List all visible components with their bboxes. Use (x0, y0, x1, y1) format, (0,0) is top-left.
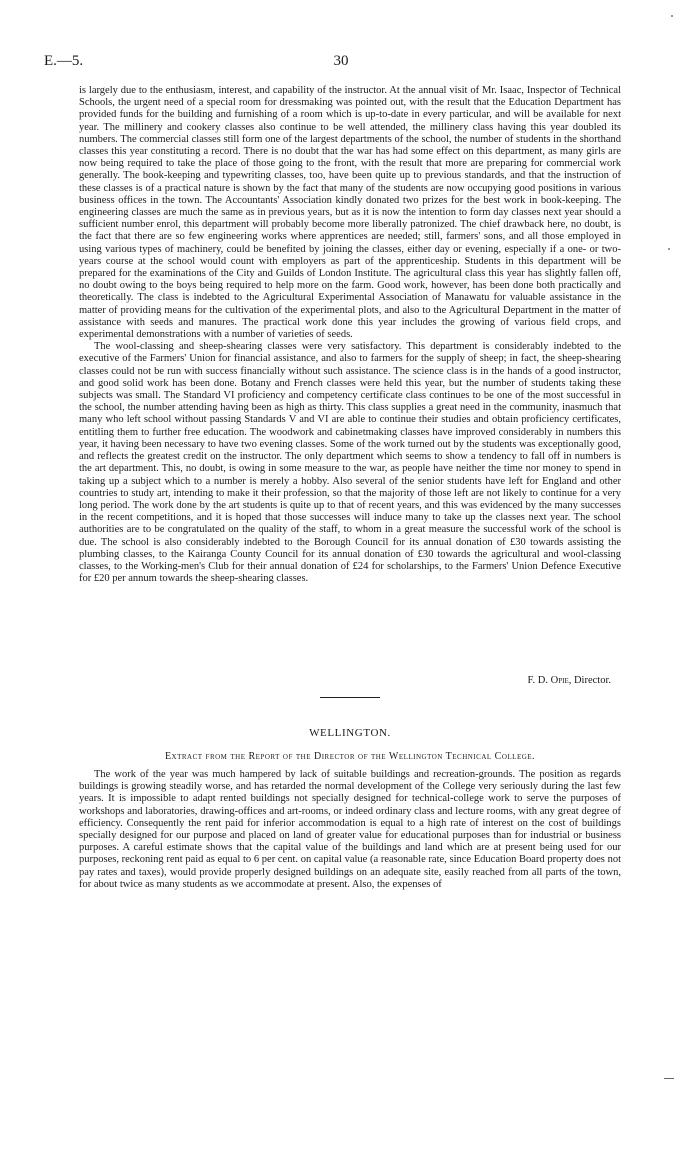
paragraph: is largely due to the enthusiasm, interest, and capability of the instructor. At the annual visit of Mr. Isaac, Inspector of Technical Schools, the urgent need of a special room for dressmaking was pointed out, with the result that the Education Department has provided funds for the building and furnishing of a room which is up-to-date in every particular, and will be available for next year. The millinery and cookery classes also continue to be well attended, the millinery class having this year doubled its numbers. The commercial classes still form one of the largest departments of the school, the number of students in the shorthand classes this year constituting a record. There is no doubt that the war has had some effect on this department, as many girls are now being required to take the place of those going to the front, with the result that more are preparing for commercial work generally. The book-keeping and typewriting classes, too, have been quite up to previous standards, and that the instruction of these classes is of a practical nature is shown by the fact that many of the students are now occupying good positions in various business offices in the town. The Accountants' Association kindly donated two prizes for the best work in book-keeping. The engineering classes are much the same as in previous years, but as it is now the intention to form day classes next year should a sufficient number enrol, this department will probably become more liberally patronized. The chief drawback here, no doubt, is the fact that there are so few engineering works where apprentices are needed; still, farmers' sons, and all those employed in using various types of machinery, could be benefited by joining the classes, either day or evening, especially if a one- or two-years course at the school would count with employers as part of the apprenticeship. Students in this department will be prepared for the examinations of the City and Guilds of London Institute. The agricultural class this year has slightly fallen off, no doubt owing to the boys being required to help more on the farm. Good work, however, has been done both practically and theoretically. The class is indebted to the Agricultural Experimental Association of Manawatu for valuable assistance in the matter of providing means for the cultivation of the experimental plots, and also to the Agricultural Department in the matter of assistance with seeds and manures. The practical work done this year includes the growing of various field crops, and experimental demonstrations with a number of varieties of seeds. (79, 85, 621, 341)
signature (528, 675, 611, 686)
margin-mark (664, 1078, 674, 1079)
signature-title: , Director. (568, 675, 611, 686)
paragraph: The work of the year was much hampered by lack of suitable buildings and recreation-grounds. The position as regards buildings is growing steadily worse, and has retarded the normal development of the College very seriously during the last few years. It is impossible to adapt rented buildings not specially designed for technical-college work to serve the purposes of workshops and laboratories, drawing-offices and art-rooms, or indeed ordinary class and lecture rooms, with any great degree of efficiency. Consequently the rent paid for inferior accommodation is equal to a high rate of interest on the cost of buildings specially designed for our purpose and placed on land of greater value for educational purposes than for industrial or business purposes. A careful estimate shows that the capital value of the buildings and land which are at present being used for our purposes, reckoning rent paid as equal to 6 per cent. on capital value (a reasonable rate, since Education Board property does not pay rates and taxes), would provide properly designed buildings on an adequate site, easily reached from all parts of the town, for about twice as many students as we accommodate at present. Also, the expenses of (79, 769, 621, 890)
section-subtitle: Extract from the Report of the Director of the Wellington Technical College. (164, 751, 536, 762)
section-divider (320, 697, 380, 698)
margin-speck (671, 15, 673, 17)
wellington-report-text (79, 769, 621, 891)
report-reference: E.—5. (44, 53, 84, 69)
page-number: 30 (333, 53, 349, 69)
section-title: WELLINGTON. (309, 727, 391, 739)
margin-speck (668, 248, 670, 250)
signature-initials: F. D. O (527, 675, 559, 686)
page-header (44, 53, 638, 73)
paragraph: The wool-classing and sheep-shearing classes were very satisfactory. This department is considerably indebted to the executive of the Farmers' Union for financial assistance, and also to farmers for the supply of sheep; in fact, the sheep-shearing classes could not be run with success financially without such assistance. The science class is in the hands of a good instructor, and good solid work has been done. Botany and French classes were held this year, but the number of students taking these subjects was small. The Standard VI proficiency and competency certificate class continues to be one of the most successful in the school, the number attending having been as high as thirty. This class supplies a great need in the community, inasmuch that many who left school without passing Standards V and VI are able to continue their studies and obtain proficiency certificates, entitling them to further free education. The woodwork and cabinetmaking classes have improved considerably in numbers this year, it having been necessary to have two evening classes. Some of the work turned out by the students was exceptionally good, and reflects the greatest credit on the instructor. The only department which seems to show a tendency to fall off in numbers is the art department. This, no doubt, is owing in some measure to the war, as people have neither the time nor money to spend in taking up a subject which to a number is merely a hobby. Also several of the senior students have left for England and other countries to study art, intending to make it their profession, so that the majority of those left are not likely to continue for a very long period. The work done by the art students is quite up to that of recent years, and this was evidenced by the many successes in the recent competitions, and it is hoped that those successes will induce many to take up the classes next year. The school authorities are to be congratulated on the quality of the staff, to whom in a great measure the successful work of the school is due. The school is also considerably indebted to the Borough Council for its annual donation of £30 towards assisting the plumbing classes, to the Kairanga County Council for its annual donation of £30 towards the agricultural and wool-classing classes, to the Working-men's Club for their annual donation of £24 for scholarships, to the Farmers' Union Defence Executive for £20 per annum towards the sheep-shearing classes. (79, 341, 621, 585)
dressmaking-report-text (79, 85, 621, 585)
signature-surname: pie (558, 675, 569, 686)
